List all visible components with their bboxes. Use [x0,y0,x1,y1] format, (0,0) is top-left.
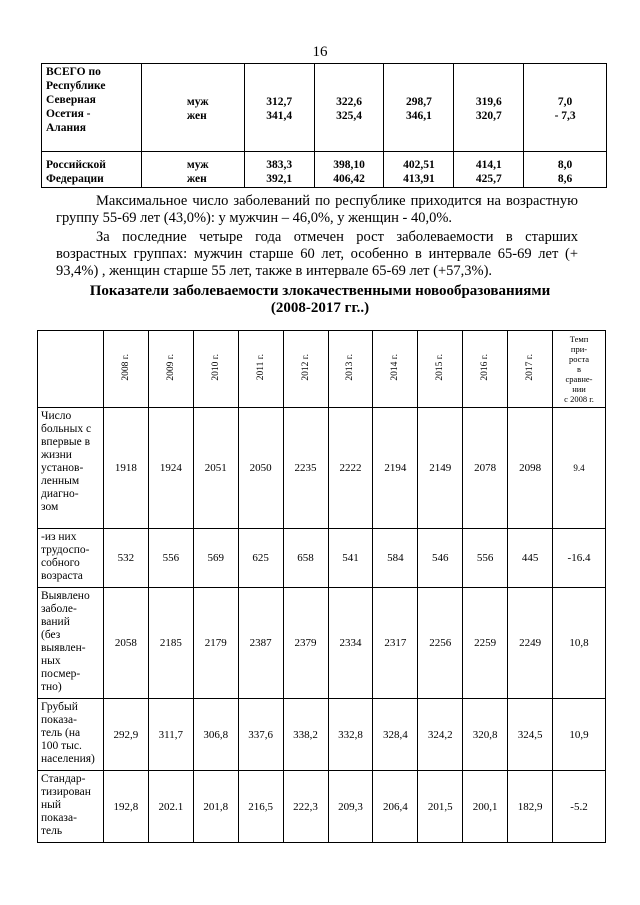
value-cell: 2149 [418,408,463,529]
value-cell: 569 [193,529,238,588]
growth-rate-cell: 9.4 [553,408,606,529]
table-row [38,529,606,588]
value-cell: 532 [103,529,148,588]
year-header: 2016 г. [463,331,508,408]
table-title: Показатели заболеваемости злокачественными новообразованиями (2008-2017 гг..) [89,283,551,316]
value-cell: 2051 [193,408,238,529]
sex-cell: муж жен [141,152,244,188]
value-cell: 2058 [103,588,148,699]
value-cell: 338,2 [283,699,328,771]
value-cell: 402,51 413,91 [384,152,454,188]
region-label-cell: Российской Федерации [42,152,142,188]
row-label: Стандар- тизирован ный показа- тель [38,771,104,843]
value-cell: 2259 [463,588,508,699]
value-cell: 320,8 [463,699,508,771]
value-cell: 324,5 [508,699,553,771]
paragraph-max-incidence: Максимальное число заболеваний по республике приходится на возрастную группу 55-69 лет (43,0%): у мужчин – 46,0%, у женщин - 40,0%. [56,193,578,226]
row-label: Грубый показа- тель (на 100 тыс. населения) [38,699,104,771]
value-cell: 2379 [283,588,328,699]
value-cell: 2185 [148,588,193,699]
year-header: 2012 г. [283,331,328,408]
year-header: 2014 г. [373,331,418,408]
value-cell: 216,5 [238,771,283,843]
value-cell: 324,2 [418,699,463,771]
region-label-cell: ВСЕГО по Республике Северная Осетия - Алания [42,64,142,152]
value-cell: 292,9 [103,699,148,771]
value-cell: 584 [373,529,418,588]
value-cell: 1918 [103,408,148,529]
table-row [38,699,606,771]
value-cell: 319,6 320,7 [454,64,524,152]
page-number: 16 [312,44,328,60]
growth-rate-cell: 10,8 [553,588,606,699]
value-cell: 2179 [193,588,238,699]
value-cell: 311,7 [148,699,193,771]
value-cell: 322,6 325,4 [314,64,384,152]
paragraph-growth: За последние четыре года отмечен рост заболеваемости в старших возрастных группах: мужчин старше 60 лет, особенно в интервале 65-69 лет (+ 93,4%) , женщин старше 55 лет, также в интервале 65-69 лет (+57,3%). [56,229,578,279]
value-cell: 312,7 341,4 [244,64,314,152]
value-cell: 200,1 [463,771,508,843]
value-cell: 383,3 392,1 [244,152,314,188]
row-label: -из них трудоспо- собного возраста [38,529,104,588]
value-cell: 556 [148,529,193,588]
value-cell: 2249 [508,588,553,699]
growth-rate-cell: -5.2 [553,771,606,843]
value-cell: 201,8 [193,771,238,843]
regional-comparison-table [41,63,607,188]
value-cell: 332,8 [328,699,373,771]
value-cell: 414,1 425,7 [454,152,524,188]
year-header: 2010 г. [193,331,238,408]
empty-header-cell [38,331,104,408]
value-cell: 398,10 406,42 [314,152,384,188]
year-header: 2011 г. [238,331,283,408]
growth-rate-cell: 10,9 [553,699,606,771]
value-cell: 222,3 [283,771,328,843]
row-label: Выявлено заболе- ваний (без выявлен- ных посмер- тно) [38,588,104,699]
value-cell: 541 [328,529,373,588]
table-row [38,408,606,529]
year-header: 2017 г. [508,331,553,408]
value-cell: 2334 [328,588,373,699]
row-label: Число больных с впервые в жизни установ- ленным диагно- зом [38,408,104,529]
value-cell: 1924 [148,408,193,529]
value-cell: 2050 [238,408,283,529]
value-cell: 182,9 [508,771,553,843]
table-row [42,64,607,152]
value-cell: 2317 [373,588,418,699]
value-cell: 625 [238,529,283,588]
growth-rate-header: Темп при- роста в сравне- нии с 2008 г. [553,331,606,408]
year-header: 2015 г. [418,331,463,408]
value-cell: 2194 [373,408,418,529]
value-cell: 2256 [418,588,463,699]
value-cell: 192,8 [103,771,148,843]
value-cell: 2098 [508,408,553,529]
value-cell: 658 [283,529,328,588]
value-cell: 202.1 [148,771,193,843]
header-row [38,331,606,408]
year-header: 2013 г. [328,331,373,408]
growth-rate-cell: -16.4 [553,529,606,588]
value-cell: 2222 [328,408,373,529]
value-cell: 209,3 [328,771,373,843]
table-row [42,152,607,188]
value-cell: 337,6 [238,699,283,771]
value-cell: 2235 [283,408,328,529]
value-cell: 298,7 346,1 [384,64,454,152]
incidence-table [37,330,606,843]
value-cell: 445 [508,529,553,588]
value-cell: 556 [463,529,508,588]
table-row [38,771,606,843]
year-header: 2009 г. [148,331,193,408]
value-cell: 8,0 8,6 [524,152,607,188]
table-row [38,588,606,699]
sex-cell: муж жен [141,64,244,152]
value-cell: 206,4 [373,771,418,843]
year-header: 2008 г. [103,331,148,408]
value-cell: 306,8 [193,699,238,771]
value-cell: 2078 [463,408,508,529]
value-cell: 7,0 - 7,3 [524,64,607,152]
value-cell: 2387 [238,588,283,699]
value-cell: 546 [418,529,463,588]
value-cell: 201,5 [418,771,463,843]
value-cell: 328,4 [373,699,418,771]
